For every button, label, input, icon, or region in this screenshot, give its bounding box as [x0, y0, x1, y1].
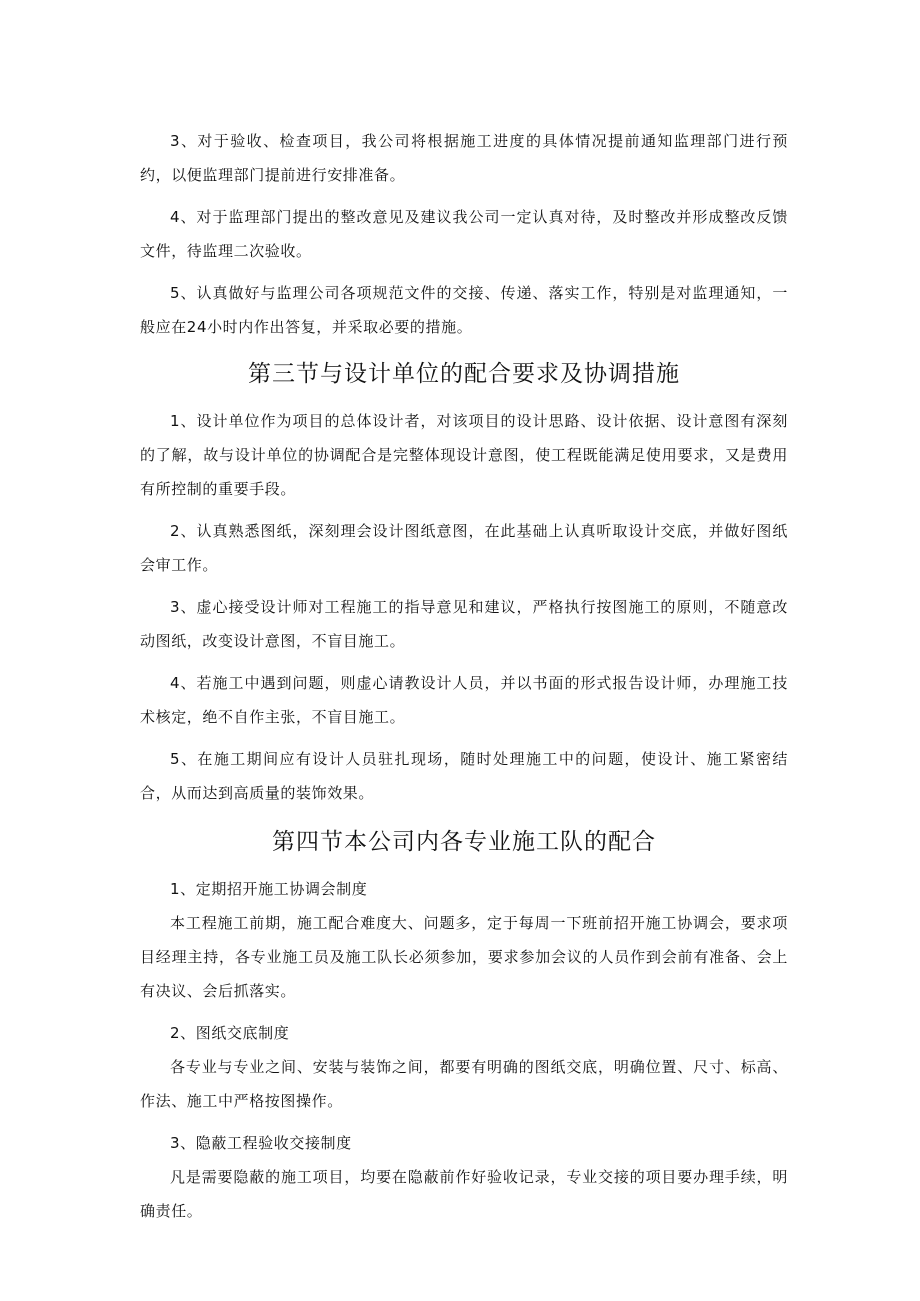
- section-3-item-1: 1、设计单位作为项目的总体设计者，对该项目的设计思路、设计依据、设计意图有深刻的了解，故与设计单位的协调配合是完整体现设计意图，使工程既能满足使用要求，又是费用有所控制的重要手段。: [140, 412, 788, 498]
- section-3-item-3: 3、虚心接受设计师对工程施工的指导意见和建议，严格执行按图施工的原则，不随意改动图纸，改变设计意图，不盲目施工。: [140, 598, 788, 650]
- document-page: [140, 124, 788, 1236]
- section-4-subheading-1: 1、定期招开施工协调会制度: [170, 880, 368, 898]
- section-4-subheading-3: 3、隐蔽工程验收交接制度: [170, 1134, 352, 1152]
- section-4-paragraph-2: 各专业与专业之间、安装与装饰之间，都要有明确的图纸交底，明确位置、尺寸、标高、作法、施工中严格按图操作。: [140, 1058, 788, 1110]
- section-3-item-2: 2、认真熟悉图纸，深刻理会设计图纸意图，在此基础上认真听取设计交底，并做好图纸会审工作。: [140, 522, 788, 574]
- section-3-item-4: 4、若施工中遇到问题，则虚心请教设计人员，并以书面的形式报告设计师，办理施工技术核定，绝不自作主张，不盲目施工。: [140, 674, 788, 726]
- section-4-subheading-2: 2、图纸交底制度: [170, 1024, 290, 1042]
- prior-item-4: 4、对于监理部门提出的整改意见及建议我公司一定认真对待，及时整改并形成整改反馈文件，待监理二次验收。: [140, 208, 788, 260]
- section-4-paragraph-3: 凡是需要隐蔽的施工项目，均要在隐蔽前作好验收记录，专业交接的项目要办理手续，明确责任。: [140, 1168, 788, 1220]
- prior-item-5: 5、认真做好与监理公司各项规范文件的交接、传递、落实工作，特别是对监理通知，一般应在24小时内作出答复，并采取必要的措施。: [140, 284, 788, 336]
- section-4-paragraph-1: 本工程施工前期，施工配合难度大、问题多，定于每周一下班前招开施工协调会，要求项目经理主持，各专业施工员及施工队长必须参加，要求参加会议的人员作到会前有准备、会上有决议、会后抓落实。: [140, 914, 788, 1000]
- prior-item-3: 3、对于验收、检查项目，我公司将根据施工进度的具体情况提前通知监理部门进行预约，以便监理部门提前进行安排准备。: [140, 132, 788, 184]
- section-3-item-5: 5、在施工期间应有设计人员驻扎现场，随时处理施工中的问题，使设计、施工紧密结合，从而达到高质量的装饰效果。: [140, 750, 788, 802]
- section-3-title: 第三节与设计单位的配合要求及协调措施: [248, 361, 680, 387]
- section-4-title: 第四节本公司内各专业施工队的配合: [272, 829, 656, 855]
